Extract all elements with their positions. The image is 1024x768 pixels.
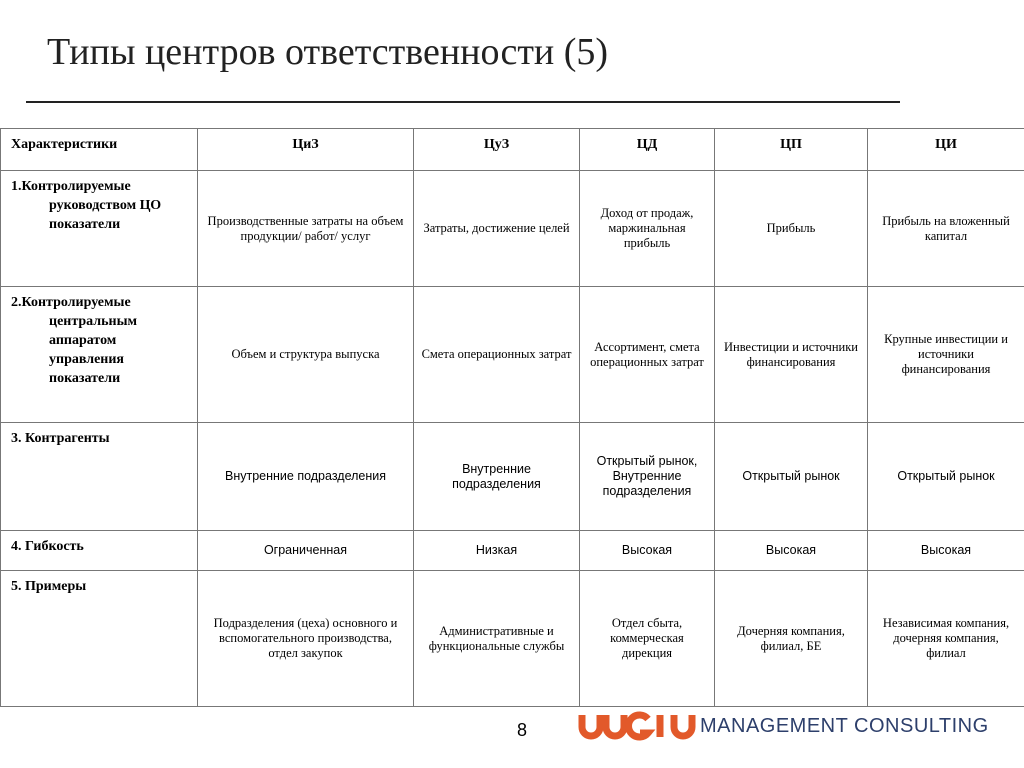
table-cell: Внутренние подразделения: [414, 423, 580, 531]
row-label-line: центральным: [49, 314, 138, 329]
row-label-line: аппаратом: [49, 333, 117, 348]
table-cell: Отдел сбыта, коммерческая дирекция: [580, 571, 715, 707]
table-cell: Прибыль: [715, 171, 868, 287]
table-cell: Открытый рынок: [868, 423, 1024, 531]
header-cz-costs: ЦиЗ: [198, 129, 414, 171]
table-cell: Открытый рынок, Внутренние подразделения: [580, 423, 715, 531]
table-header-row: [1, 129, 1024, 171]
row-label: [1, 287, 198, 423]
table-cell: Дочерняя компания, филиал, БЕ: [715, 571, 868, 707]
table-row: [1, 287, 1024, 423]
table-cell: Низкая: [414, 531, 580, 571]
table-row: [1, 571, 1024, 707]
table-cell: Доход от продаж, маржинальная прибыль: [580, 171, 715, 287]
row-label: [1, 571, 198, 707]
table-cell: Затраты, достижение целей: [414, 171, 580, 287]
header-revenue: ЦД: [580, 129, 715, 171]
row-label-first: 5. Примеры: [11, 579, 87, 594]
row-label: [1, 171, 198, 287]
table-cell: Прибыль на вложенный капитал: [868, 171, 1024, 287]
header-cu-costs: ЦуЗ: [414, 129, 580, 171]
row-label-first: 3. Контрагенты: [11, 431, 110, 446]
table-cell: Инвестиции и источники финансирования: [715, 287, 868, 423]
table-cell: Ограниченная: [198, 531, 414, 571]
header-characteristics: Характеристики: [1, 129, 198, 171]
table-cell: Ассортимент, смета операционных затрат: [580, 287, 715, 423]
company-logo-icon: [578, 711, 718, 741]
table-cell: Высокая: [580, 531, 715, 571]
title-divider: [26, 101, 900, 103]
row-label-line: управления: [49, 352, 125, 367]
table-row: [1, 423, 1024, 531]
table-cell: Высокая: [868, 531, 1024, 571]
page-number: 8: [517, 720, 528, 740]
row-label-line: показатели: [49, 371, 121, 386]
table-cell: Смета операционных затрат: [414, 287, 580, 423]
table-cell: Независимая компания, дочерняя компания, филиал: [868, 571, 1024, 707]
table-cell: Объем и структура выпуска: [198, 287, 414, 423]
table-cell: Подразделения (цеха) основного и вспомогательного производства, отдел закупок: [198, 571, 414, 707]
table-cell: Административные и функциональные службы: [414, 571, 580, 707]
row-label-first: 1.Контролируемые: [11, 179, 131, 194]
table-cell: Открытый рынок: [715, 423, 868, 531]
table-cell: Внутренние подразделения: [198, 423, 414, 531]
header-profit: ЦП: [715, 129, 868, 171]
table-cell: Производственные затраты на объем продукции/ работ/ услуг: [198, 171, 414, 287]
brand-name: MANAGEMENT CONSULTING: [700, 715, 989, 737]
row-label-line: показатели: [49, 217, 121, 232]
table-row: [1, 171, 1024, 287]
header-investment: ЦИ: [868, 129, 1024, 171]
responsibility-centers-table: [0, 128, 1024, 707]
row-label-line: руководством ЦО: [49, 198, 162, 213]
table-row: [1, 531, 1024, 571]
row-label-first: 2.Контролируемые: [11, 295, 131, 310]
page-title: Типы центров ответственности (5): [47, 31, 609, 73]
row-label: [1, 423, 198, 531]
table-cell: Высокая: [715, 531, 868, 571]
row-label-first: 4. Гибкость: [11, 539, 84, 554]
table-cell: Крупные инвестиции и источники финансирования: [868, 287, 1024, 423]
row-label: [1, 531, 198, 571]
